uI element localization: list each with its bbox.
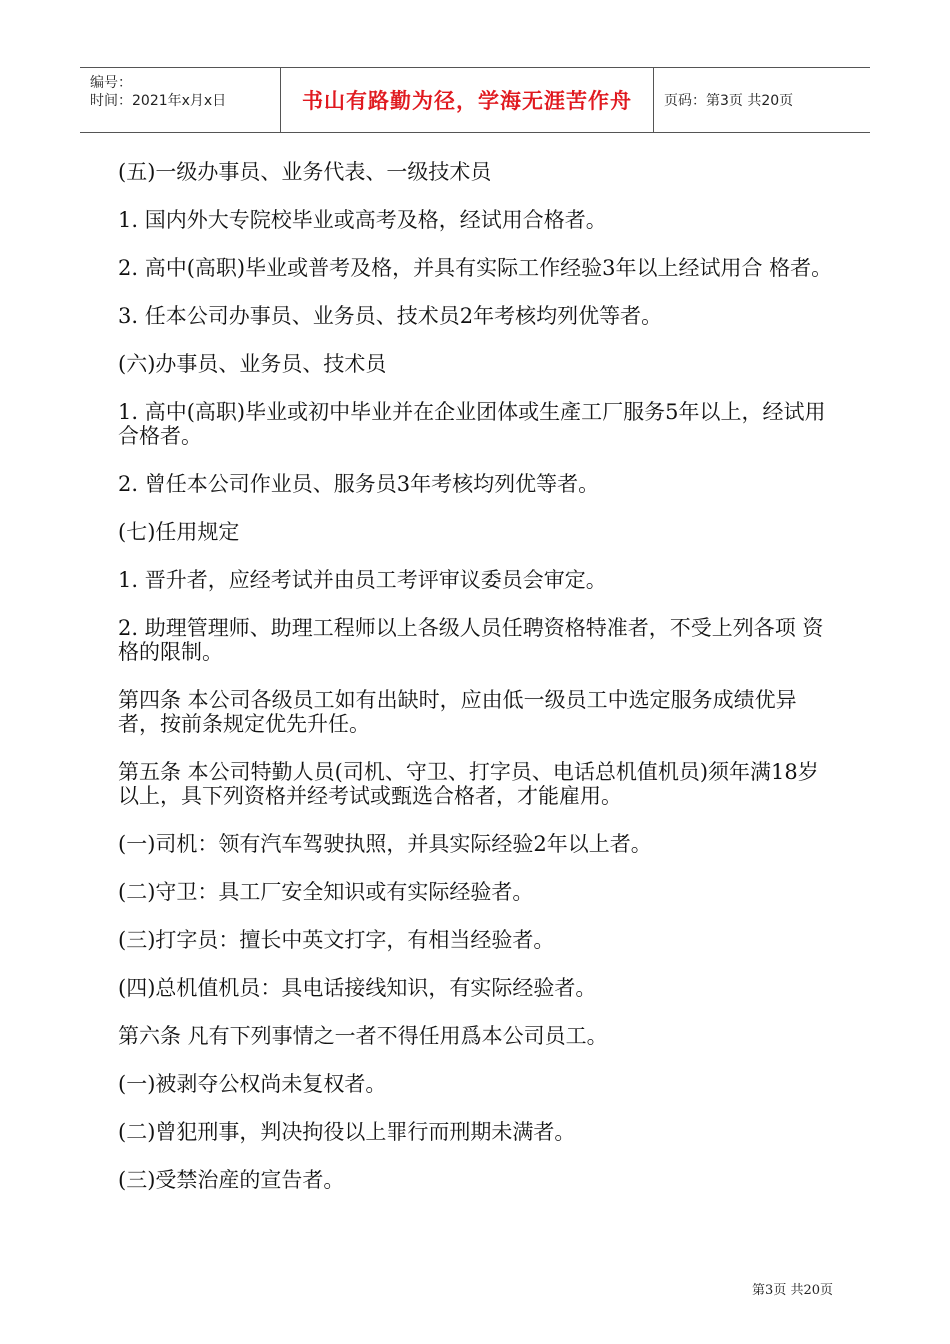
paragraph: (五)一级办事员、业务代表、一级技术员: [118, 160, 492, 184]
page-header: [80, 67, 870, 133]
header-page-info: 页码：第3页 共20页: [664, 93, 794, 109]
paragraph: 1. 国内外大专院校毕业或高考及格，经试用合格者。: [118, 208, 607, 232]
paragraph: 第五条 本公司特勤人员(司机、守卫、打字员、电话总机值机员)须年满18岁以上，具下列资格并经考试或甄选合格者，才能雇用。: [118, 760, 819, 808]
header-divider: [653, 68, 654, 132]
paragraph: (六)办事员、业务员、技术员: [118, 352, 387, 376]
paragraph: 2. 助理管理师、助理工程师以上各级人员任聘资格特准者，不受上列各项 资格的限制。: [118, 616, 824, 664]
paragraph: (三)打字员：擅长中英文打字，有相当经验者。: [118, 928, 555, 952]
header-meta: [80, 68, 280, 132]
paragraph: 3. 任本公司办事员、业务员、技术员2年考核均列优等者。: [118, 304, 663, 328]
paragraph: 第六条 凡有下列事情之一者不得任用爲本公司员工。: [118, 1024, 608, 1048]
paragraph: 1. 高中(高职)毕业或初中毕业并在企业团体或生產工厂服务5年以上，经试用合格者。: [118, 400, 826, 448]
paragraph: (三)受禁治産的宣告者。: [118, 1168, 345, 1192]
document-body: [118, 160, 838, 1216]
paragraph: (四)总机值机员：具电话接线知识，有实际经验者。: [118, 976, 597, 1000]
paragraph: (一)司机：领有汽车驾驶执照，并具实际经验2年以上者。: [118, 832, 652, 856]
header-motto: 书山有路勤为径，学海无涯苦作舟: [302, 89, 632, 113]
paragraph: 第四条 本公司各级员工如有出缺时，应由低一级员工中选定服务成绩优异者，按前条规定优先升任。: [118, 688, 797, 736]
paragraph: 2. 高中(高职)毕业或普考及格，并具有实际工作经验3年以上经试用合 格者。: [118, 256, 833, 280]
paragraph: 1. 晋升者，应经考试并由员工考评审议委员会审定。: [118, 568, 607, 592]
number-label: 编号：: [90, 75, 132, 91]
time-label: 时间：2021年x月x日: [90, 93, 227, 109]
paragraph: (二)曾犯刑事，判决拘役以上罪行而刑期未满者。: [118, 1120, 576, 1144]
page-footer: 第3页 共20页: [752, 1283, 833, 1298]
paragraph: 2. 曾任本公司作业员、服务员3年考核均列优等者。: [118, 472, 600, 496]
paragraph: (七)任用规定: [118, 520, 240, 544]
paragraph: (二)守卫：具工厂安全知识或有实际经验者。: [118, 880, 534, 904]
paragraph: (一)被剥夺公权尚未复权者。: [118, 1072, 387, 1096]
